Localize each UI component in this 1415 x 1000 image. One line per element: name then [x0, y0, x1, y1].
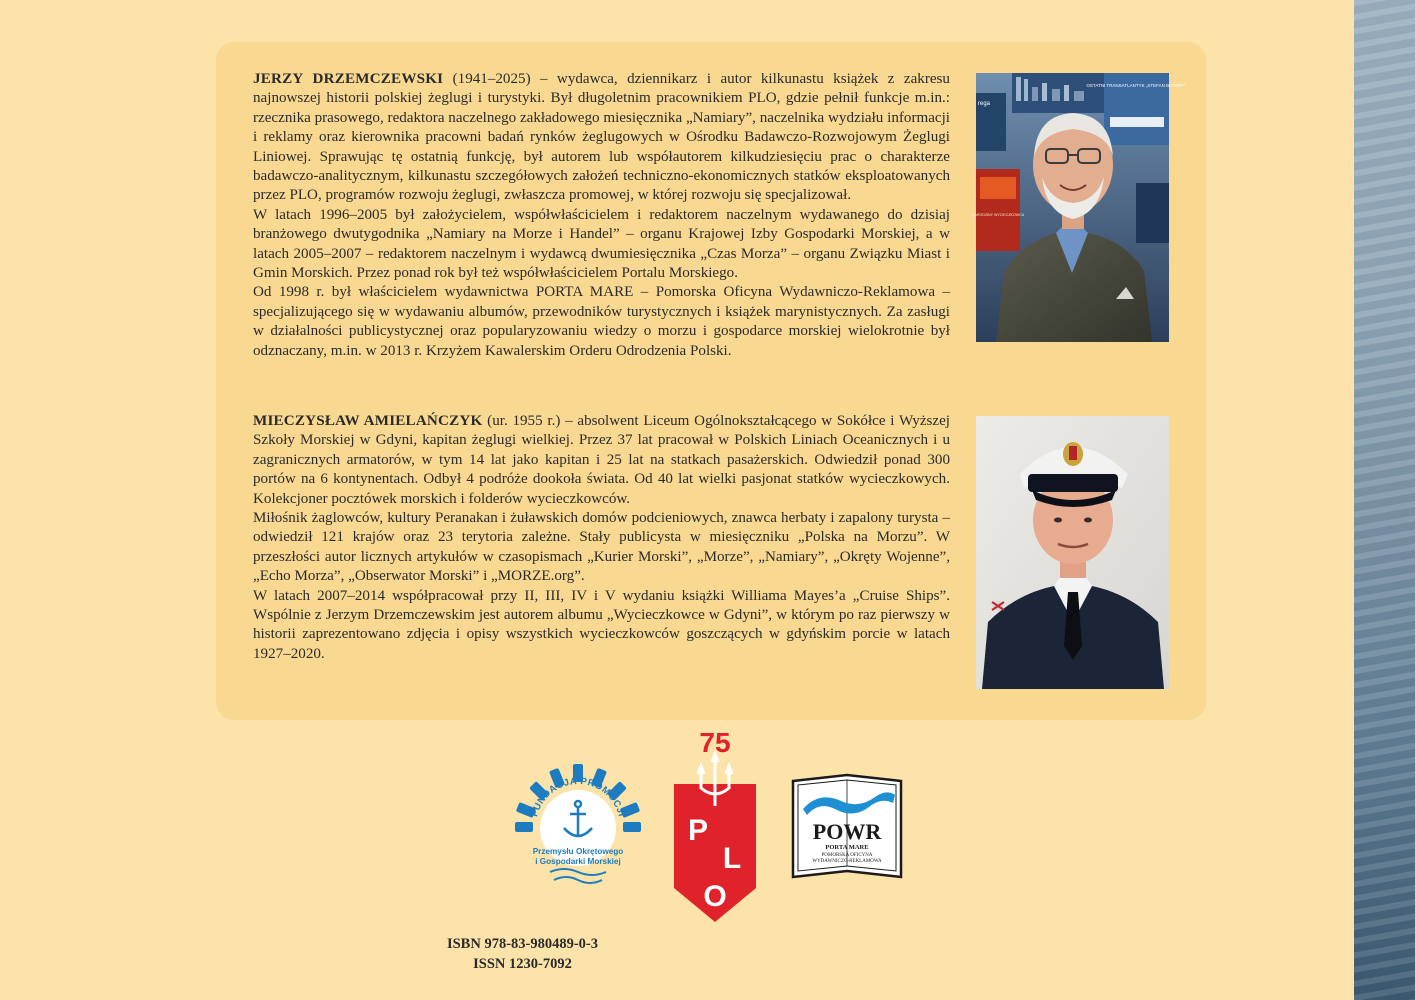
portrait-drzemczewski-image — [971, 73, 1186, 342]
powr-sub-2: POMORSKA OFICYNA — [821, 853, 873, 858]
bio2-paragraph-2: Miłośnik żaglowców, kultury Peranakan i żuławskich domów podcieniowych, znawca herbaty i zapalony turysta – odwiedził 121 krajów oraz 23 terytoria zależne. Stały publicysta w miesięczniku „Polska na Morzu”. W przeszłości autor licznych artykułów w czasopismach „Kurier Morski”, „Morze”, „Namiary”, „Okręty Wojenne”, „Echo Morza”, „Obserwator Morski” i „MORZE.org”. — [253, 510, 950, 585]
sea-painting-strip — [1354, 0, 1415, 1000]
book-title-stefan-batory: OSTATNI TRANSATLANTYK „STEFAN BATORY” — [1086, 83, 1186, 88]
plo-letter-o: O — [703, 880, 727, 913]
waves-icon — [550, 869, 606, 883]
fundacja-logo-graphic — [514, 764, 642, 886]
fundacja-promocji-logo — [514, 764, 642, 886]
powr-sub-1: PORTA MARE — [825, 844, 869, 851]
plo-75-logo — [668, 728, 762, 925]
biography-amielanczyk — [253, 412, 950, 664]
bio2-intro: (ur. 1955 r.) – absolwent Liceum Ogólnokształcącego w Sokółce i Wyższej Szkoły Morskiej w Gdyni, kapitan żeglugi wielkiej. Przez 37 lat pracował w Polskich Liniach Oceanicznych i u zagranicznych armatorów, w tym 14 lat jako kapitan i 25 lat na statkach pasażerskich. Odwiedził ponad 300 portów na 6 kontynentach. Odbył 4 podróże dookoła świata. Od 40 lat wielki pasjonat statków wycieczkowych. Kolekcjoner pocztówek morskich i folderów wycieczkowców. — [253, 413, 950, 507]
book-title-partial: rega — [978, 101, 991, 107]
bio1-paragraph-3: Od 1998 r. był właścicielem wydawnictwa PORTA MARE – Pomorska Oficyna Wydawniczo-Reklamowa – specjalizującego się w wydawaniu albumów, przewodników turystycznych i książek marynistycznych. Za zasługi w działalności publicystycznej oraz popularyzowaniu wiedzy o morzu i gospodarce morskiej wielokrotnie był odznaczany, m.in. w 2013 r. Krzyżem Kawalerskim Orderu Odrodzenia Polski. — [253, 284, 950, 359]
portrait-amielanczyk-image — [976, 416, 1169, 689]
powr-logo-graphic — [789, 771, 905, 883]
powr-title: POWR — [812, 819, 882, 844]
plo-letter-l: L — [722, 842, 742, 875]
powr-porta-mare-logo — [789, 771, 905, 883]
bio2-paragraph-3: W latach 2007–2014 współpracował przy II, III, IV i V wydaniu książki Williama Mayes’a „Cruise Ships”. Wspólnie z Jerzym Drzemczewskim jest autorem albumu „Wycieczkowce w Gdyni”, w którym po raz pierwszy w historii zaprezentowano zdjęcia i opisy wszystkich wycieczkowców goszczących w gdyńskim porcie w latach 1927–2020. — [253, 587, 950, 662]
fundacja-line-1: Przemysłu Okrętowego — [532, 847, 624, 856]
bio1-name: JERZY DRZEMCZEWSKI — [253, 71, 444, 87]
portrait-photo-drzemczewski — [971, 73, 1186, 342]
biography-drzemczewski — [253, 70, 950, 361]
plo-letter-p: P — [687, 814, 709, 847]
isbn-number: ISBN 978-83-980489-0-3 — [446, 936, 599, 952]
plo-number: 75 — [699, 727, 731, 758]
powr-sub-3: WYDAWNICZO-REKLAMOWA — [812, 859, 882, 864]
portrait-photo-amielanczyk — [976, 416, 1169, 689]
issn-number: ISSN 1230-7092 — [473, 956, 572, 972]
fundacja-arc-text: FUNDACJA PROMOCJI — [529, 775, 627, 818]
bio1-intro: (1941–2025) – wydawca, dziennikarz i autor kilkunastu książek z zakresu najnowszej historii polskiej żeglugi i turystyki. Był długoletnim pracownikiem PLO, gdzie pełnił funkcje m.in.: rzecznika prasowego, redaktora naczelnego zakładowego miesięcznika „Namiary”, naczelnika wydziału informacji i reklamy oraz kierownika pracowni badań rynków żeglugowych w Ośrodku Badawczo-Rozwojowym Żeglugi Liniowej. Sprawując tę ostatnią funkcję, był autorem lub współautorem kilkudziesięciu prac o charakterze badawczo-analitycznym, kilkunastu szczegółowych założeń techniczno-ekonomicznych statków eksploatowanych przez PLO, programów rozwoju żeglugi, zwłaszcza promowej, w której rozwoju się specjalizował. — [253, 71, 950, 204]
bio1-paragraph-2: W latach 1996–2005 był założycielem, współwłaścicielem i redaktorem naczelnym wydawanego do dzisiaj branżowego dwutygodnika „Namiary na Morze i Handel” – organu Krajowej Izby Gospodarki Morskiej, a w latach 2005–2007 – redaktorem naczelnym i wydawcą dwumiesięcznika „Czas Morza” – organu Związku Miast i Gmin Morskich. Przez ponad rok był też współwłaścicielem Portalu Morskiego. — [253, 206, 950, 282]
book-title-narodziny: NARODZINY WYCIECZKOWCA — [971, 213, 1025, 217]
bio2-name: MIECZYSŁAW AMIELAŃCZYK — [253, 413, 483, 429]
bio1-paragraph-1 — [253, 70, 950, 206]
fundacja-line-2: i Gospodarki Morskiej — [535, 857, 621, 866]
plo-logo-graphic — [668, 728, 762, 925]
bio2-paragraph-1 — [253, 412, 950, 509]
